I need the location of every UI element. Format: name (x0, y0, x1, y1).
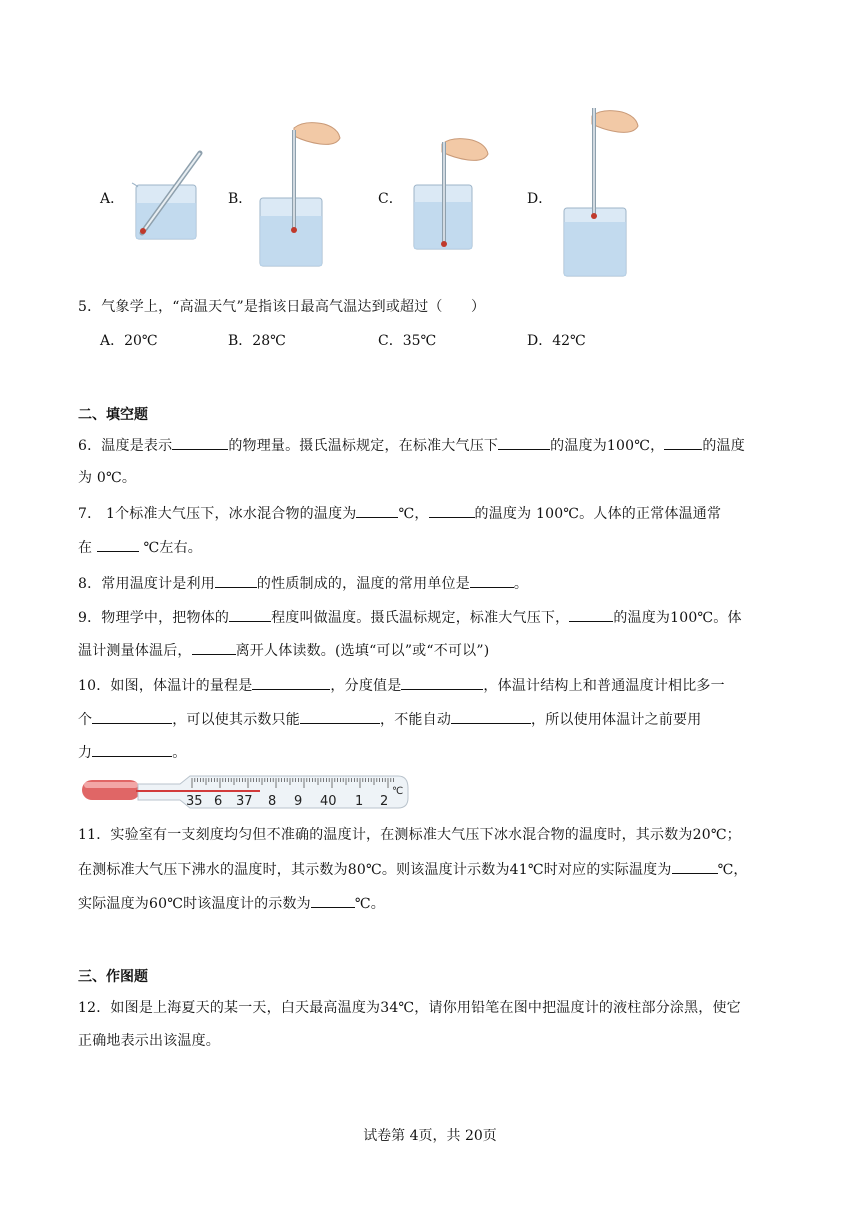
section-heading-drawing: 三、作图题 (78, 969, 148, 985)
thermo-label-40: 40 (320, 794, 337, 809)
q7-line-1: 7． 1个标准大气压下，冰水混合物的温度为 ℃， 的温度为 100℃。人体的正常体温通常 (78, 503, 721, 523)
q10-line-2: 个 ，可以使其示数只能 ，不能自动 ，所以使用体温计之前要用 (78, 709, 701, 729)
q8-line: 8．常用温度计是利用 的性质制成的，温度的常用单位是 。 (78, 573, 528, 593)
q6-line-1: 6．温度是表示 的物理量。摄氏温标规定，在标准大气压下 的温度为100℃， 的温度 (78, 435, 745, 455)
q5-option-b: B．28℃ (228, 333, 286, 349)
thermo-label-39: 9 (294, 794, 303, 809)
q7-line-2: 在 ℃左右。 (78, 537, 202, 557)
q11-line-3: 实际温度为60℃时该温度计的示数为 ℃。 (78, 893, 385, 913)
option-a-label: A． (100, 191, 125, 207)
beaker-d-image (558, 104, 648, 280)
option-c-label: C． (378, 191, 403, 207)
thermo-label-38: 8 (268, 794, 277, 809)
q10-line-3: 力 。 (78, 742, 186, 762)
clinical-thermometer-image (80, 772, 410, 812)
q11-line-1: 11．实验室有一支刻度均匀但不准确的温度计，在测标准大气压下冰水混合物的温度时，其示数为20℃； (78, 827, 741, 843)
q5-option-c: C．35℃ (378, 333, 437, 349)
q5-option-a: A．20℃ (100, 333, 158, 349)
q5-option-d: D．42℃ (527, 333, 586, 349)
q9-line-2: 温计测量体温后， 离开人体读数。(选填“可以”或“不可以”) (78, 640, 489, 660)
option-b-label: B． (228, 191, 253, 207)
q12-line-1: 12．如图是上海夏天的某一天，白天最高温度为34℃，请你用铅笔在图中把温度计的液柱部分涂黑，使它 (78, 1000, 741, 1016)
q10-line-1: 10．如图，体温计的量程是 ，分度值是 ，体温计结构上和普通温度计相比多一 (78, 675, 725, 695)
q12-line-2: 正确地表示出该温度。 (78, 1033, 220, 1049)
option-d-label: D． (527, 191, 553, 207)
beaker-b-image (252, 118, 342, 273)
q11-line-2: 在测标准大气压下沸水的温度时，其示数为80℃。则该温度计示数为41℃时对应的实际温度为 ℃， (78, 859, 748, 879)
q5-stem: 5．气象学上，“高温天气”是指该日最高气温达到或超过（ ） (78, 299, 486, 315)
thermo-label-42: 2 (380, 794, 389, 809)
thermo-label-41: 1 (355, 794, 364, 809)
thermo-label-37: 37 (236, 794, 253, 809)
thermo-unit: ℃ (392, 786, 404, 797)
page-footer: 试卷第 4页，共 20页 (363, 1128, 497, 1144)
section-heading-fill-blank: 二、填空题 (78, 407, 148, 423)
q6-line-2: 为 0℃。 (78, 470, 137, 486)
beaker-c-image (408, 130, 498, 255)
thermo-label-35: 35 (186, 794, 203, 809)
beaker-a-image (128, 145, 208, 245)
thermo-label-36: 6 (214, 794, 223, 809)
q9-line-1: 9．物理学中，把物体的 程度叫做温度。摄氏温标规定，标准大气压下， 的温度为100℃。体 (78, 607, 742, 627)
